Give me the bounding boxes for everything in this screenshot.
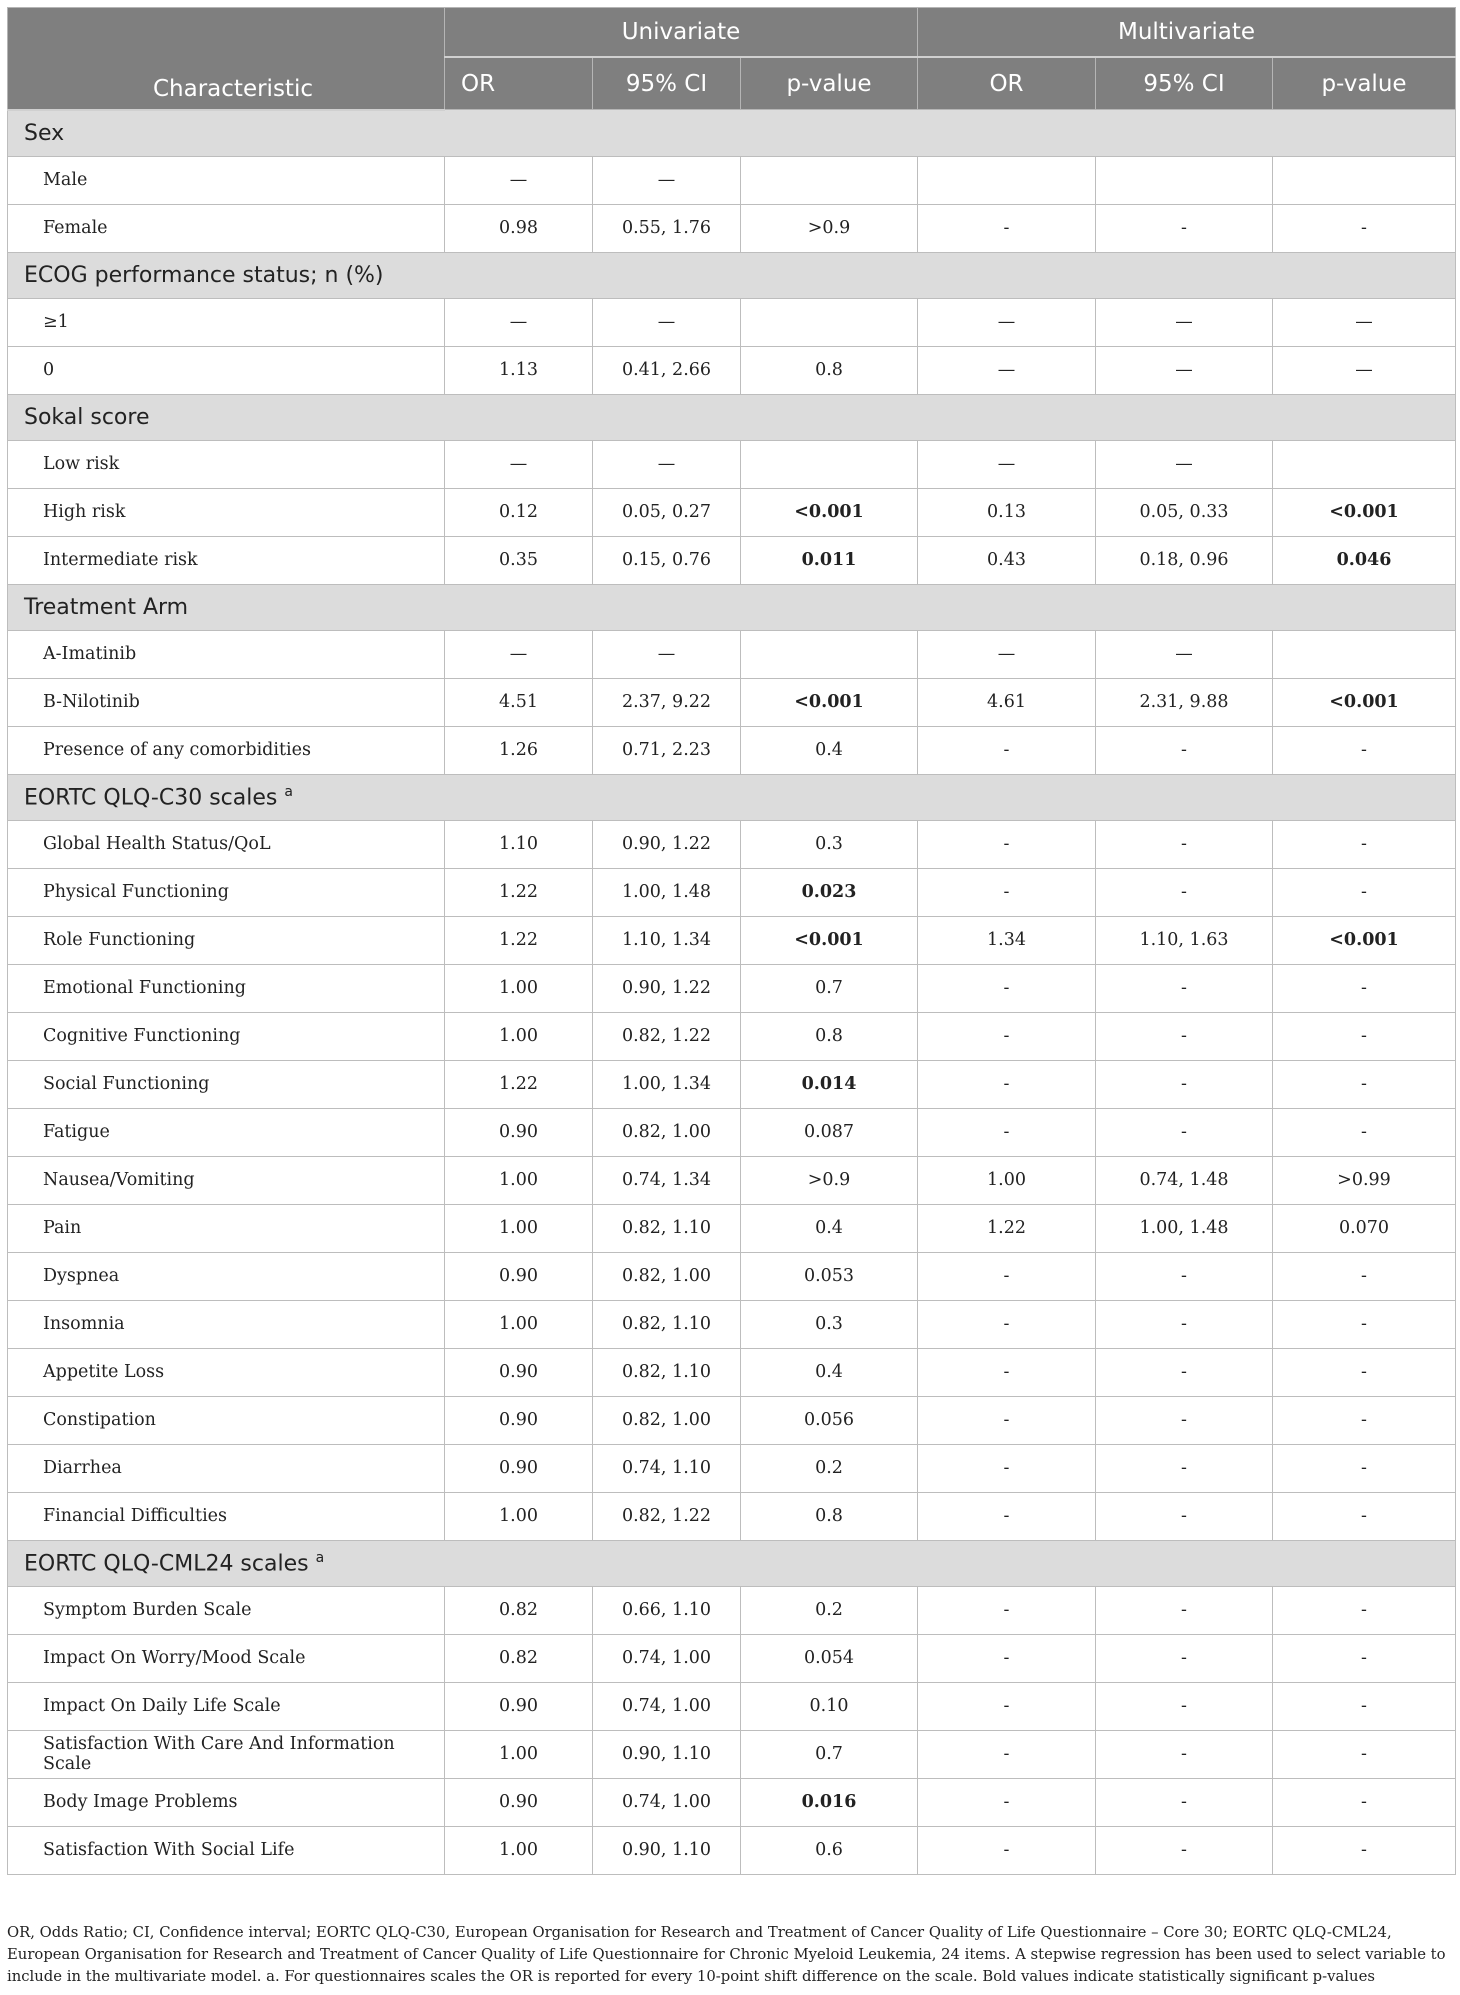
characteristic-cell: Emotional Functioning [8,964,445,1012]
multivariate-or-cell: — [918,630,1096,678]
univariate-ci-cell: 2.37, 9.22 [593,678,741,726]
univariate-or-cell: 1.00 [445,1156,593,1204]
multivariate-or-cell: - [918,1060,1096,1108]
multivariate-ci-cell: - [1096,1682,1273,1730]
multivariate-pvalue-cell: - [1273,1252,1456,1300]
characteristic-cell: Body Image Problems [8,1778,445,1826]
group-title-text: EORTC QLQ-CML24 scales [24,1551,309,1577]
multivariate-pvalue-cell: - [1273,1348,1456,1396]
univariate-pvalue-cell: 0.8 [741,1012,918,1060]
table-row [8,1634,1456,1682]
univariate-or-cell: 1.10 [445,820,593,868]
univariate-or-cell: 0.82 [445,1586,593,1634]
table-row [8,488,1456,536]
table-header [8,8,1456,110]
multivariate-ci-cell: - [1096,1730,1273,1778]
multivariate-ci-cell: - [1096,1060,1273,1108]
multivariate-pvalue-cell: — [1273,346,1456,394]
univariate-or-header: OR [445,57,593,110]
multivariate-pvalue-cell: >0.99 [1273,1156,1456,1204]
multivariate-ci-cell: - [1096,1492,1273,1540]
univariate-ci-cell: 0.05, 0.27 [593,488,741,536]
univariate-ci-cell: — [593,298,741,346]
univariate-pvalue-cell: 0.8 [741,1492,918,1540]
univariate-pvalue-cell: 0.023 [741,868,918,916]
univariate-pvalue-cell: 0.014 [741,1060,918,1108]
characteristic-cell: Social Functioning [8,1060,445,1108]
table-row [8,1252,1456,1300]
univariate-or-cell: — [445,630,593,678]
univariate-or-cell: 1.22 [445,868,593,916]
group-title [8,1540,1456,1586]
table-row [8,1586,1456,1634]
multivariate-ci-header: 95% CI [1096,57,1273,110]
multivariate-pvalue-cell: - [1273,1778,1456,1826]
multivariate-ci-cell: — [1096,630,1273,678]
multivariate-pvalue-cell: - [1273,1444,1456,1492]
univariate-ci-cell: — [593,630,741,678]
univariate-or-cell: 0.35 [445,536,593,584]
characteristic-cell: Intermediate risk [8,536,445,584]
univariate-or-cell: 0.90 [445,1348,593,1396]
multivariate-or-cell: - [918,1634,1096,1682]
univariate-pvalue-cell: 0.3 [741,1300,918,1348]
multivariate-pvalue-cell: - [1273,1826,1456,1874]
multivariate-ci-cell: - [1096,1826,1273,1874]
multivariate-pvalue-cell: - [1273,726,1456,774]
group-title-text: EORTC QLQ-C30 scales [24,785,278,811]
multivariate-or-cell: - [918,1778,1096,1826]
multivariate-pvalue-cell [1273,630,1456,678]
univariate-or-cell: 1.00 [445,1012,593,1060]
multivariate-pvalue-cell: <0.001 [1273,678,1456,726]
characteristic-cell: High risk [8,488,445,536]
univariate-or-cell: 0.12 [445,488,593,536]
univariate-pvalue-cell [741,440,918,488]
multivariate-pvalue-cell: - [1273,1492,1456,1540]
univariate-or-cell: 0.90 [445,1252,593,1300]
table-row [8,964,1456,1012]
multivariate-pvalue-cell: <0.001 [1273,488,1456,536]
multivariate-pvalue-cell: — [1273,298,1456,346]
univariate-or-cell: 1.22 [445,916,593,964]
univariate-pvalue-cell: 0.10 [741,1682,918,1730]
univariate-pvalue-cell: 0.4 [741,1204,918,1252]
multivariate-or-cell: - [918,1300,1096,1348]
characteristic-cell: Female [8,204,445,252]
characteristic-cell: Global Health Status/QoL [8,820,445,868]
univariate-or-cell: 0.82 [445,1634,593,1682]
table-row [8,916,1456,964]
multivariate-pvalue-cell [1273,440,1456,488]
table-row [8,726,1456,774]
univariate-ci-cell: 0.74, 1.00 [593,1778,741,1826]
characteristic-cell: B-Nilotinib [8,678,445,726]
univariate-or-cell: 1.00 [445,1492,593,1540]
characteristic-cell: Symptom Burden Scale [8,1586,445,1634]
multivariate-or-cell: - [918,1012,1096,1060]
table-row [8,1348,1456,1396]
univariate-ci-cell: 0.55, 1.76 [593,204,741,252]
univariate-pvalue-cell [741,298,918,346]
univariate-ci-cell: 1.00, 1.34 [593,1060,741,1108]
univariate-pvalue-cell: 0.3 [741,820,918,868]
univariate-ci-cell: 0.82, 1.00 [593,1396,741,1444]
univariate-ci-cell: — [593,156,741,204]
multivariate-or-cell: - [918,1826,1096,1874]
group-title-text: Sokal score [24,404,150,430]
group-title [8,584,1456,630]
group-header-row [8,774,1456,820]
univariate-ci-header: 95% CI [593,57,741,110]
univariate-ci-cell: 0.90, 1.22 [593,964,741,1012]
characteristic-cell: Satisfaction With Social Life [8,1826,445,1874]
univariate-or-cell: 1.00 [445,1730,593,1778]
multivariate-pvalue-cell [1273,156,1456,204]
multivariate-or-cell: — [918,440,1096,488]
multivariate-or-cell: 1.22 [918,1204,1096,1252]
univariate-or-cell: 1.13 [445,346,593,394]
multivariate-pvalue-cell: <0.001 [1273,916,1456,964]
univariate-or-cell: — [445,156,593,204]
multivariate-ci-cell: - [1096,1444,1273,1492]
characteristic-cell: ≥1 [8,298,445,346]
univariate-pvalue-cell: 0.4 [741,726,918,774]
table-footnote: OR, Odds Ratio; CI, Confidence interval; EORTC QLQ-C30, European Organisation for Research and Treatment of Cancer Quality of Life Questionnaire – Core 30; EORTC QLQ-CML24, European Organisation for Research and Treatment of Cancer Quality of Life Questionnaire for Chronic Myeloid Leukemia, 24 items. A stepwise regression has been used to select variable to include in the multivariate model. a. For questionnaires scales the OR is reported for every 10-point shift difference on the scale. Bold values indicate statistically significant p-values [7,1924,1446,1985]
multivariate-or-cell: — [918,298,1096,346]
multivariate-ci-cell: 1.00, 1.48 [1096,1204,1273,1252]
group-header-row [8,252,1456,298]
multivariate-ci-cell: 0.05, 0.33 [1096,488,1273,536]
univariate-or-cell: 1.00 [445,1204,593,1252]
table-row [8,1778,1456,1826]
multivariate-pvalue-cell: - [1273,820,1456,868]
univariate-ci-cell: 0.74, 1.00 [593,1682,741,1730]
multivariate-pvalue-cell: - [1273,1060,1456,1108]
univariate-pvalue-cell: 0.016 [741,1778,918,1826]
multivariate-or-cell: - [918,1492,1096,1540]
table-row [8,440,1456,488]
table-row [8,1060,1456,1108]
characteristic-cell: Role Functioning [8,916,445,964]
table-row [8,204,1456,252]
table-row [8,1204,1456,1252]
multivariate-or-cell: 4.61 [918,678,1096,726]
multivariate-or-cell: - [918,1396,1096,1444]
univariate-pvalue-cell: 0.011 [741,536,918,584]
group-title [8,774,1456,820]
multivariate-ci-cell: — [1096,440,1273,488]
table-row [8,1444,1456,1492]
multivariate-or-cell: 1.34 [918,916,1096,964]
multivariate-or-cell: - [918,1348,1096,1396]
univariate-pvalue-cell [741,630,918,678]
multivariate-ci-cell: - [1096,868,1273,916]
multivariate-ci-cell: 0.74, 1.48 [1096,1156,1273,1204]
table-row [8,536,1456,584]
multivariate-header: Multivariate [918,8,1456,58]
univariate-pvalue-cell: <0.001 [741,916,918,964]
multivariate-ci-cell: - [1096,1634,1273,1682]
univariate-ci-cell: 0.82, 1.00 [593,1252,741,1300]
multivariate-ci-cell: - [1096,1348,1273,1396]
multivariate-or-cell: - [918,1108,1096,1156]
multivariate-pvalue-cell: - [1273,204,1456,252]
footnote-marker: a [284,783,293,800]
univariate-pvalue-cell: 0.2 [741,1444,918,1492]
multivariate-ci-cell: — [1096,346,1273,394]
multivariate-ci-cell: - [1096,204,1273,252]
multivariate-or-cell: - [918,204,1096,252]
univariate-pvalue-cell: 0.056 [741,1396,918,1444]
multivariate-pvalue-cell: - [1273,1300,1456,1348]
univariate-or-cell: 1.00 [445,1300,593,1348]
univariate-or-cell: 0.90 [445,1108,593,1156]
multivariate-ci-cell: 1.10, 1.63 [1096,916,1273,964]
characteristic-cell: Satisfaction With Care And Information Scale [8,1730,445,1778]
multivariate-or-header: OR [918,57,1096,110]
univariate-ci-cell: — [593,440,741,488]
multivariate-ci-cell: - [1096,1778,1273,1826]
characteristic-cell: Pain [8,1204,445,1252]
univariate-or-cell: 0.90 [445,1778,593,1826]
univariate-pvalue-cell: 0.6 [741,1826,918,1874]
characteristic-cell: Nausea/Vomiting [8,1156,445,1204]
multivariate-pvalue-cell: - [1273,1682,1456,1730]
table-row [8,156,1456,204]
univariate-ci-cell: 0.90, 1.10 [593,1826,741,1874]
univariate-ci-cell: 0.82, 1.22 [593,1492,741,1540]
univariate-ci-cell: 0.74, 1.10 [593,1444,741,1492]
univariate-ci-cell: 0.82, 1.10 [593,1204,741,1252]
univariate-ci-cell: 0.71, 2.23 [593,726,741,774]
characteristic-cell: Impact On Worry/Mood Scale [8,1634,445,1682]
characteristic-cell: Diarrhea [8,1444,445,1492]
multivariate-or-cell: - [918,726,1096,774]
univariate-or-cell: — [445,298,593,346]
characteristic-cell: A-Imatinib [8,630,445,678]
multivariate-ci-cell: - [1096,964,1273,1012]
regression-table [7,7,1456,1875]
multivariate-pvalue-cell: - [1273,1730,1456,1778]
table-row [8,820,1456,868]
univariate-or-cell: 0.90 [445,1444,593,1492]
multivariate-pvalue-cell: - [1273,868,1456,916]
multivariate-or-cell: - [918,1586,1096,1634]
characteristic-cell: 0 [8,346,445,394]
table-row [8,1730,1456,1778]
univariate-pvalue-cell: 0.7 [741,1730,918,1778]
table-body [8,110,1456,1875]
univariate-or-cell: 1.22 [445,1060,593,1108]
multivariate-pvalue-cell: - [1273,1012,1456,1060]
multivariate-pvalue-cell: - [1273,1634,1456,1682]
univariate-ci-cell: 0.74, 1.34 [593,1156,741,1204]
characteristic-cell: Male [8,156,445,204]
multivariate-or-cell: 1.00 [918,1156,1096,1204]
characteristic-cell: Appetite Loss [8,1348,445,1396]
univariate-or-cell: — [445,440,593,488]
multivariate-pvalue-cell: - [1273,1396,1456,1444]
multivariate-pvalue-cell: 0.070 [1273,1204,1456,1252]
univariate-or-cell: 4.51 [445,678,593,726]
univariate-or-cell: 1.00 [445,1826,593,1874]
multivariate-or-cell: - [918,964,1096,1012]
table-row [8,1300,1456,1348]
group-header-row [8,584,1456,630]
multivariate-ci-cell: 0.18, 0.96 [1096,536,1273,584]
multivariate-or-cell: - [918,820,1096,868]
univariate-pvalue-cell: <0.001 [741,678,918,726]
characteristic-cell: Constipation [8,1396,445,1444]
characteristic-cell: Low risk [8,440,445,488]
univariate-pvalue-cell [741,156,918,204]
characteristic-header: Characteristic [8,8,445,110]
univariate-pvalue-cell: 0.054 [741,1634,918,1682]
univariate-ci-cell: 1.10, 1.34 [593,916,741,964]
characteristic-cell: Insomnia [8,1300,445,1348]
univariate-pvalue-cell: 0.053 [741,1252,918,1300]
multivariate-ci-cell: - [1096,1012,1273,1060]
univariate-pvalue-cell: 0.8 [741,346,918,394]
multivariate-ci-cell: — [1096,298,1273,346]
multivariate-or-cell: - [918,1444,1096,1492]
characteristic-cell: Presence of any comorbidities [8,726,445,774]
group-title-text: Sex [24,120,65,146]
univariate-ci-cell: 0.15, 0.76 [593,536,741,584]
table-row [8,1396,1456,1444]
multivariate-ci-cell: 2.31, 9.88 [1096,678,1273,726]
univariate-pvalue-cell: 0.087 [741,1108,918,1156]
group-title [8,252,1456,298]
table-row [8,1826,1456,1874]
group-title-text: Treatment Arm [24,594,189,620]
multivariate-pvalue-cell: - [1273,1586,1456,1634]
characteristic-cell: Cognitive Functioning [8,1012,445,1060]
table-row [8,678,1456,726]
multivariate-or-cell: 0.43 [918,536,1096,584]
univariate-ci-cell: 0.90, 1.22 [593,820,741,868]
table-row [8,1012,1456,1060]
univariate-pvalue-cell: 0.7 [741,964,918,1012]
univariate-or-cell: 0.90 [445,1682,593,1730]
multivariate-ci-cell [1096,156,1273,204]
univariate-pvalue-cell: 0.2 [741,1586,918,1634]
univariate-ci-cell: 0.90, 1.10 [593,1730,741,1778]
multivariate-ci-cell: - [1096,1586,1273,1634]
multivariate-or-cell: - [918,1730,1096,1778]
table-row [8,1156,1456,1204]
univariate-pvalue-header: p-value [741,57,918,110]
multivariate-ci-cell: - [1096,1108,1273,1156]
univariate-pvalue-cell: >0.9 [741,1156,918,1204]
univariate-pvalue-cell: <0.001 [741,488,918,536]
group-header-row [8,1540,1456,1586]
characteristic-cell: Dyspnea [8,1252,445,1300]
multivariate-or-cell [918,156,1096,204]
table-row [8,1492,1456,1540]
footnote-marker: a [315,1549,325,1566]
univariate-ci-cell: 0.82, 1.00 [593,1108,741,1156]
univariate-ci-cell: 0.74, 1.00 [593,1634,741,1682]
group-header-row [8,110,1456,157]
multivariate-or-cell: — [918,346,1096,394]
multivariate-ci-cell: - [1096,820,1273,868]
univariate-pvalue-cell: >0.9 [741,204,918,252]
table-row [8,630,1456,678]
multivariate-ci-cell: - [1096,726,1273,774]
univariate-or-cell: 0.98 [445,204,593,252]
univariate-ci-cell: 0.82, 1.10 [593,1348,741,1396]
characteristic-cell: Physical Functioning [8,868,445,916]
group-title [8,110,1456,157]
multivariate-ci-cell: - [1096,1252,1273,1300]
group-title [8,394,1456,440]
univariate-ci-cell: 0.41, 2.66 [593,346,741,394]
multivariate-ci-cell: - [1096,1396,1273,1444]
group-title-text: ECOG performance status; n (%) [24,262,384,288]
univariate-or-cell: 1.26 [445,726,593,774]
regression-table-container [7,7,1455,1875]
table-row [8,298,1456,346]
univariate-ci-cell: 1.00, 1.48 [593,868,741,916]
multivariate-pvalue-cell: 0.046 [1273,536,1456,584]
table-row [8,1108,1456,1156]
univariate-pvalue-cell: 0.4 [741,1348,918,1396]
multivariate-pvalue-header: p-value [1273,57,1456,110]
characteristic-cell: Impact On Daily Life Scale [8,1682,445,1730]
characteristic-cell: Financial Difficulties [8,1492,445,1540]
characteristic-cell: Fatigue [8,1108,445,1156]
multivariate-or-cell: - [918,1252,1096,1300]
univariate-header: Univariate [445,8,918,58]
univariate-ci-cell: 0.66, 1.10 [593,1586,741,1634]
multivariate-or-cell: - [918,868,1096,916]
multivariate-or-cell: - [918,1682,1096,1730]
group-header-row [8,394,1456,440]
univariate-or-cell: 0.90 [445,1396,593,1444]
table-row [8,346,1456,394]
univariate-or-cell: 1.00 [445,964,593,1012]
multivariate-pvalue-cell: - [1273,964,1456,1012]
univariate-ci-cell: 0.82, 1.22 [593,1012,741,1060]
table-row [8,1682,1456,1730]
table-row [8,868,1456,916]
univariate-ci-cell: 0.82, 1.10 [593,1300,741,1348]
multivariate-pvalue-cell: - [1273,1108,1456,1156]
multivariate-or-cell: 0.13 [918,488,1096,536]
multivariate-ci-cell: - [1096,1300,1273,1348]
